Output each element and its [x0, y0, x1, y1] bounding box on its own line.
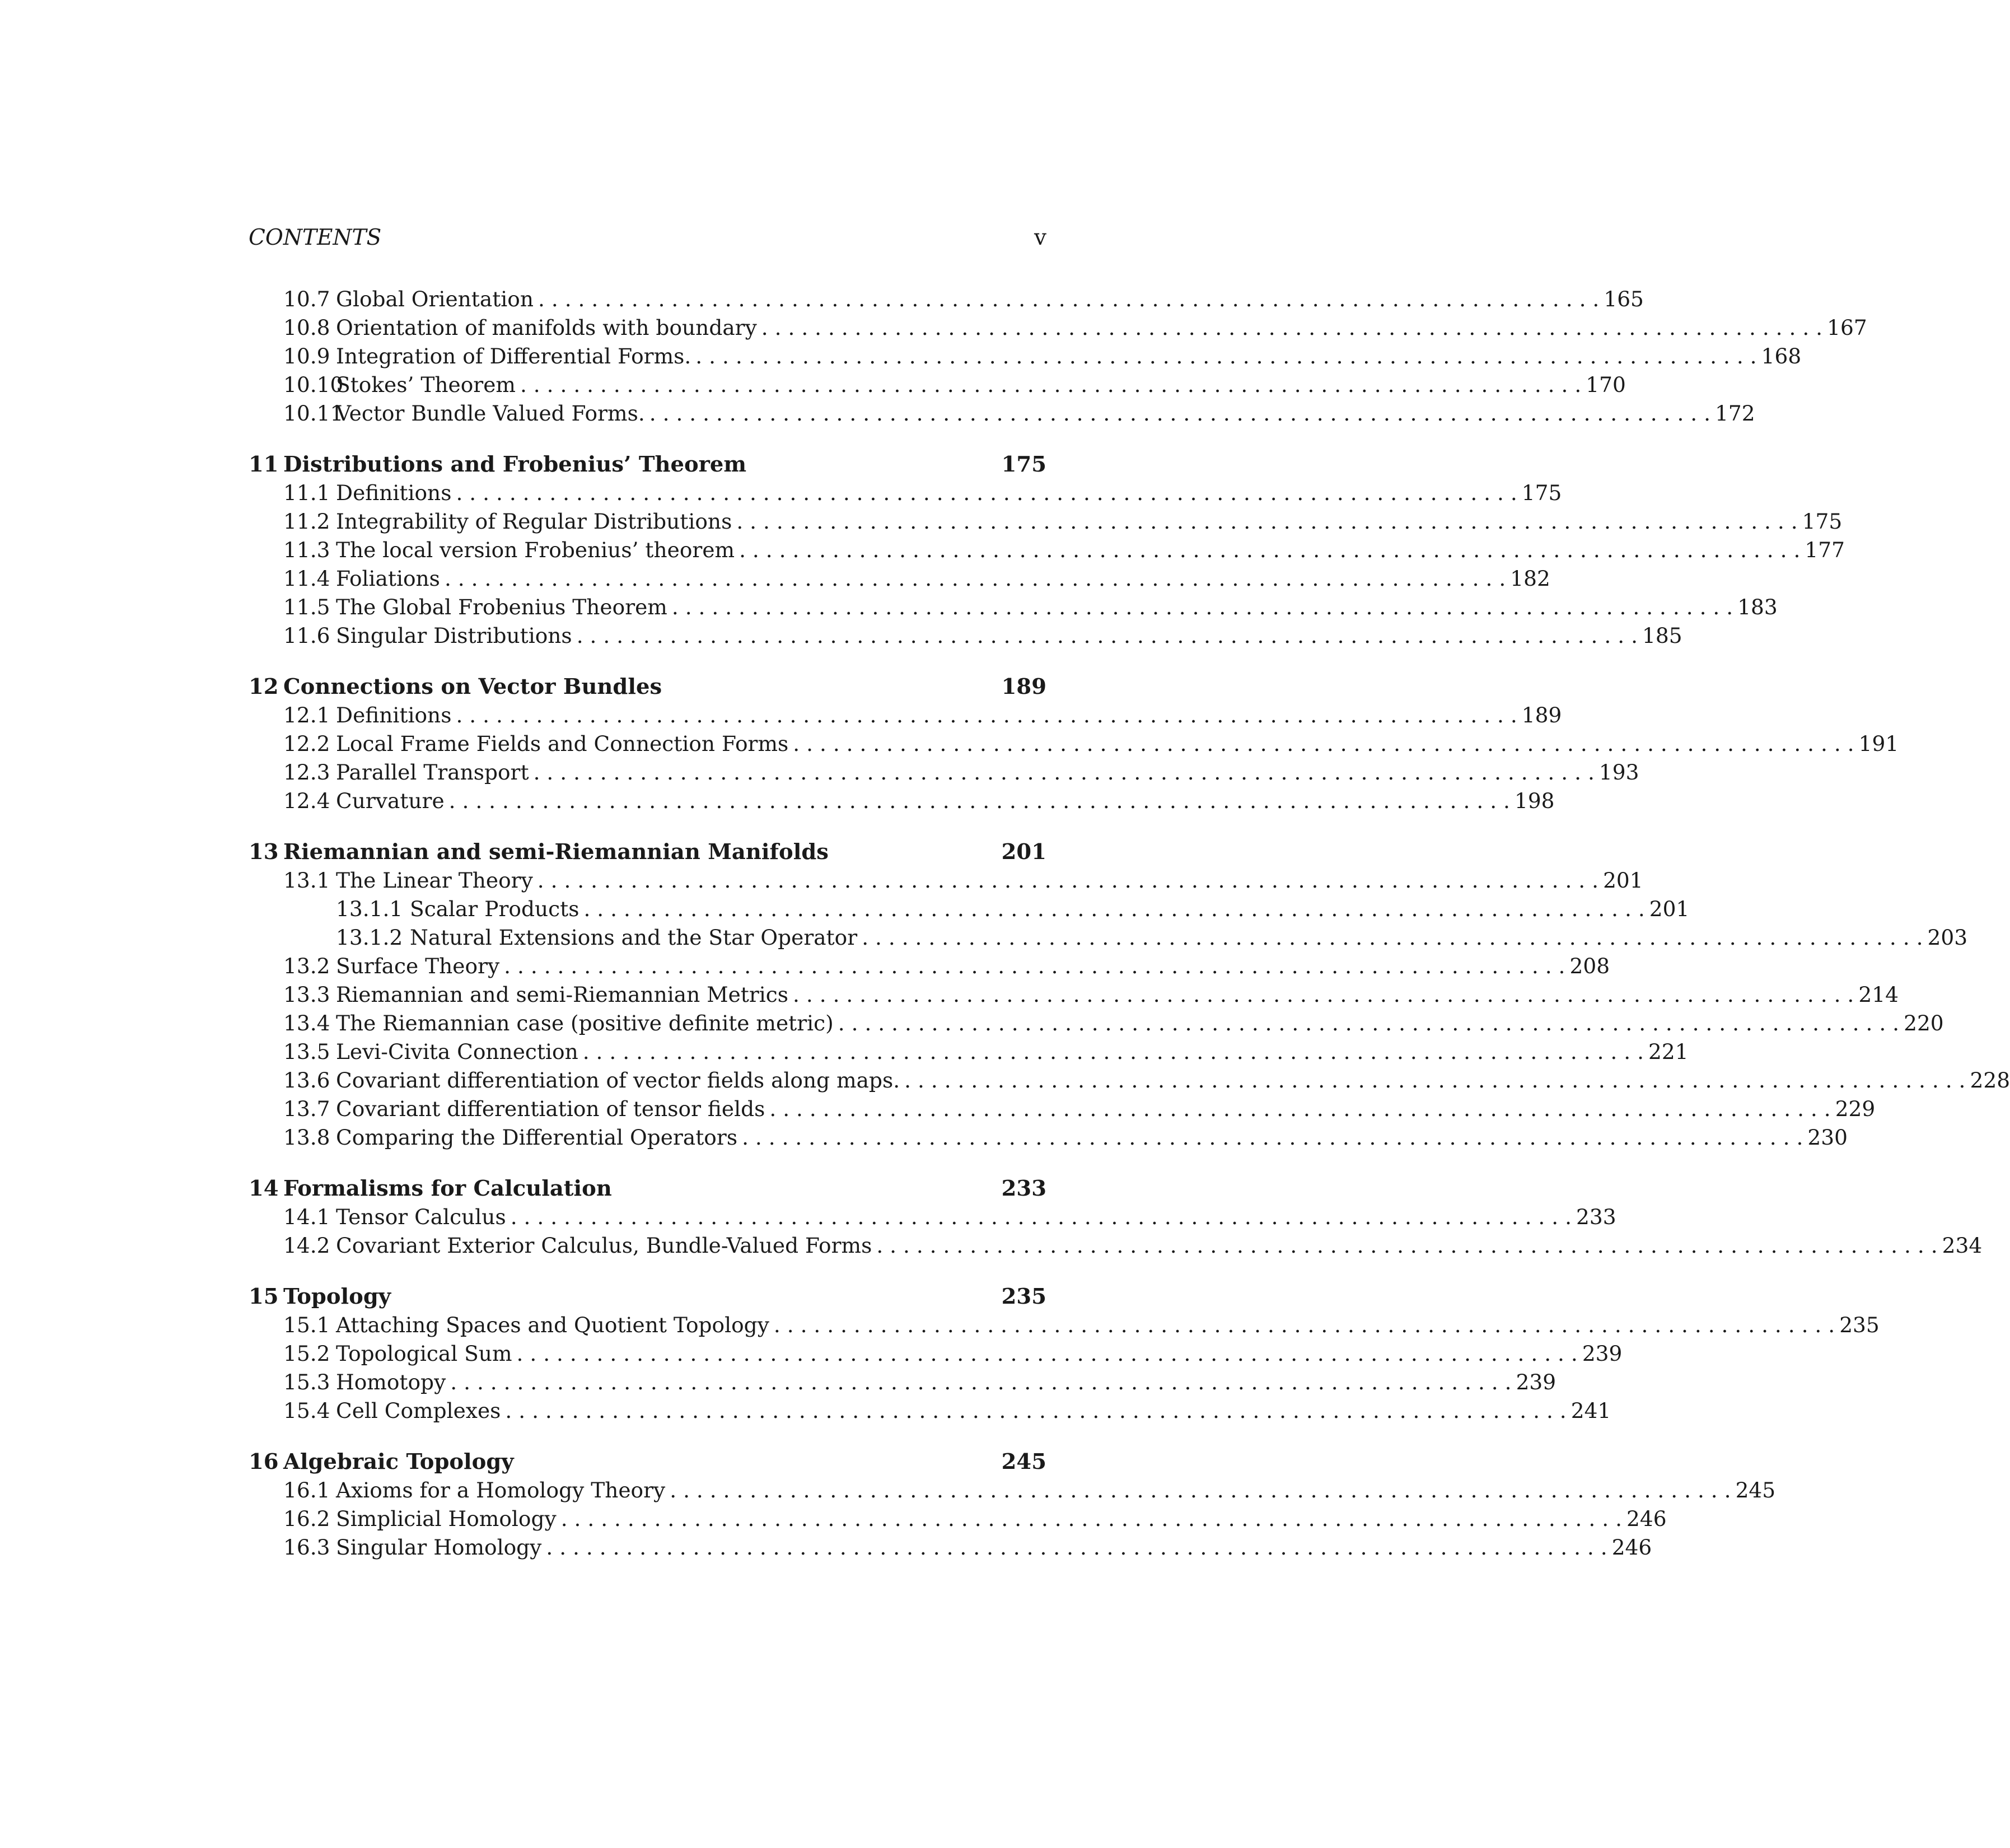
toc-section-entry[interactable]	[249, 479, 1562, 507]
section-number: 10.8	[283, 315, 330, 340]
chapter-page: 235	[1001, 1284, 1046, 1309]
section-page: 239	[1516, 1370, 1556, 1394]
toc-section-entry[interactable]	[249, 1038, 1689, 1066]
section-page: 208	[1569, 954, 1610, 978]
toc-section-entry[interactable]	[249, 1231, 1983, 1260]
toc-section-entry[interactable]	[249, 952, 1610, 981]
dot-leader: . . . . . . . . . . . . . . . . . . . . . . . . . . . . . . . . . . . . . . . . . . . . . . . . . . . . . . . . . . . . . . . . . . . . . . . . . . . . . . . .	[793, 982, 1854, 1007]
toc-section-entry[interactable]	[249, 371, 1626, 399]
section-title: Covariant Exterior Calculus, Bundle-Valued Forms	[336, 1233, 872, 1258]
section-page: 177	[1805, 538, 1845, 562]
dot-leader: . . . . . . . . . . . . . . . . . . . . . . . . . . . . . . . . . . . . . . . . . . . . . . . . . . . . . . . . . . . . . . . . . . . . . . . . . . . . . . . .	[450, 1370, 1512, 1394]
section-number: 11.5	[283, 595, 330, 619]
toc-section-entry[interactable]	[249, 1505, 1667, 1533]
toc-section-entry[interactable]	[249, 593, 1778, 622]
chapter-page: 245	[1001, 1449, 1046, 1474]
toc-subsection-entry[interactable]	[249, 895, 1690, 923]
section-title: Riemannian and semi-Riemannian Metrics	[336, 982, 789, 1007]
section-number: 13.1.2	[336, 925, 403, 950]
dot-leader: . . . . . . . . . . . . . . . . . . . . . . . . . . . . . . . . . . . . . . . . . . . . . . . . . . . . . . . . . . . . . . . . . . . . . . . . . . . . . . . .	[533, 760, 1595, 785]
chapter-page: 233	[1001, 1176, 1046, 1201]
section-page: 193	[1598, 760, 1639, 785]
section-number: 13.1.1	[336, 897, 403, 921]
dot-leader: . . . . . . . . . . . . . . . . . . . . . . . . . . . . . . . . . . . . . . . . . . . . . . . . . . . . . . . . . . . . . . . . . . . . . . . . . . . . . . . .	[505, 1398, 1567, 1423]
chapter-page: 189	[1001, 674, 1046, 699]
section-number: 10.11	[283, 401, 344, 426]
chapter-number: 16	[249, 1449, 279, 1474]
toc-chapter-heading[interactable]	[249, 673, 1046, 701]
toc-section-entry[interactable]	[249, 342, 1802, 371]
dot-leader: . . . . . . . . . . . . . . . . . . . . . . . . . . . . . . . . . . . . . . . . . . . . . . . . . . . . . . . . . . . . . . . . . . . . . . . . . . . . . . . .	[742, 1125, 1803, 1150]
section-number: 11.3	[283, 538, 330, 562]
toc-chapter-heading[interactable]	[249, 1282, 1046, 1311]
toc-chapter-block	[249, 285, 1867, 428]
section-title: Integration of Differential Forms.	[336, 344, 691, 368]
toc-section-entry[interactable]	[249, 1476, 1776, 1505]
dot-leader: . . . . . . . . . . . . . . . . . . . . . . . . . . . . . . . . . . . . . . . . . . . . . . . . . . . . . . . . . . . . . . . . . . . . . . . . . . . . . . . .	[516, 1341, 1578, 1366]
section-number: 16.1	[283, 1478, 330, 1502]
dot-leader: . . . . . . . . . . . . . . . . . . . . . . . . . . . . . . . . . . . . . . . . . . . . . . . . . . . . . . . . . . . . . . . . . . . . . . . . . . . . . . . .	[773, 1313, 1835, 1337]
toc-section-entry[interactable]	[249, 1095, 1876, 1123]
chapter-title: Connections on Vector Bundles	[283, 674, 662, 699]
toc-section-entry[interactable]	[249, 314, 1867, 342]
section-number: 12.2	[283, 731, 330, 756]
section-title: Comparing the Differential Operators	[336, 1125, 738, 1150]
chapter-number: 12	[249, 674, 279, 699]
section-page: 214	[1858, 982, 1899, 1007]
section-page: 246	[1611, 1535, 1652, 1560]
running-header-title: CONTENTS	[249, 225, 382, 250]
section-title: The Linear Theory	[336, 868, 533, 893]
dot-leader: . . . . . . . . . . . . . . . . . . . . . . . . . . . . . . . . . . . . . . . . . . . . . . . . . . . . . . . . . . . . . . . . . . . . . . . . . . . . . . . .	[504, 954, 1565, 978]
section-number: 12.3	[283, 760, 330, 785]
toc-section-entry[interactable]	[249, 1340, 1623, 1368]
dot-leader: . . . . . . . . . . . . . . . . . . . . . . . . . . . . . . . . . . . . . . . . . . . . . . . . . . . . . . . . . . . . . . . . . . . . . . . . . . . . . . . .	[671, 595, 1733, 619]
dot-leader: . . . . . . . . . . . . . . . . . . . . . . . . . . . . . . . . . . . . . . . . . . . . . . . . . . . . . . . . . . . . . . . . . . . . . . . . . . . . . . . .	[670, 1478, 1731, 1502]
section-number: 11.4	[283, 566, 330, 591]
dot-leader: . . . . . . . . . . . . . . . . . . . . . . . . . . . . . . . . . . . . . . . . . . . . . . . . . . . . . . . . . . . . . . . . . . . . . . . . . . . . . . . .	[510, 1205, 1572, 1229]
toc-section-entry[interactable]	[249, 1203, 1616, 1231]
section-number: 10.9	[283, 344, 330, 368]
section-number: 15.3	[283, 1370, 330, 1394]
dot-leader: . . . . . . . . . . . . . . . . . . . . . . . . . . . . . . . . . . . . . . . . . . . . . . . . . . . . . . . . . . . . . . . . . . . . . . . . . . . . . . . .	[862, 925, 1923, 950]
toc-section-entry[interactable]	[249, 285, 1644, 314]
dot-leader: . . . . . . . . . . . . . . . . . . . . . . . . . . . . . . . . . . . . . . . . . . . . . . . . . . . . . . . . . . . . . . . . . . . . . . . . . . . . . . . .	[876, 1233, 1938, 1258]
section-page: 246	[1626, 1506, 1667, 1531]
section-page: 170	[1586, 372, 1626, 397]
toc-section-entry[interactable]	[249, 564, 1550, 593]
dot-leader: . . . . . . . . . . . . . . . . . . . . . . . . . . . . . . . . . . . . . . . . . . . . . . . . . . . . . . . . . . . . . . . . . . . . . . . . . . . . . . . .	[546, 1535, 1607, 1560]
toc-section-entry[interactable]	[249, 622, 1682, 650]
section-page: 189	[1521, 703, 1562, 727]
dot-leader: . . . . . . . . . . . . . . . . . . . . . . . . . . . . . . . . . . . . . . . . . . . . . . . . . . . . . . . . . . . . . . . . . . . . . . . . . . . . . . . .	[769, 1096, 1831, 1121]
toc-section-entry[interactable]	[249, 507, 1843, 536]
toc-section-entry[interactable]	[249, 1066, 2010, 1095]
section-title: Tensor Calculus	[336, 1205, 506, 1229]
toc-chapter-block	[249, 1282, 1880, 1425]
chapter-title: Formalisms for Calculation	[283, 1176, 612, 1201]
section-title: Natural Extensions and the Star Operator	[410, 925, 858, 950]
section-page: 198	[1514, 788, 1555, 813]
section-page: 165	[1604, 287, 1644, 311]
section-title: Covariant differentiation of tensor fields	[336, 1096, 765, 1121]
section-title: Cell Complexes	[336, 1398, 501, 1423]
table-of-contents	[249, 285, 2010, 1562]
dot-leader: . . . . . . . . . . . . . . . . . . . . . . . . . . . . . . . . . . . . . . . . . . . . . . . . . . . . . . . . . . . . . . . . . . . . . . . . . . . . . . . .	[444, 566, 1506, 591]
section-number: 13.8	[283, 1125, 330, 1150]
section-page: 233	[1576, 1205, 1616, 1229]
toc-chapter-block	[249, 673, 1899, 815]
section-title: Surface Theory	[336, 954, 500, 978]
dot-leader: . . . . . . . . . . . . . . . . . . . . . . . . . . . . . . . . . . . . . . . . . . . . . . . . . . . . . . . . . . . . . . . . . . . . . . . . . . . . . . . .	[456, 703, 1517, 727]
dot-leader: . . . . . . . . . . . . . . . . . . . . . . . . . . . . . . . . . . . . . . . . . . . . . . . . . . . . . . . . . . . . . . . . . . . . . . . . . . . . . . . .	[695, 344, 1757, 368]
section-number: 13.5	[283, 1039, 330, 1064]
toc-section-entry[interactable]	[249, 758, 1639, 787]
section-number: 13.3	[283, 982, 330, 1007]
toc-chapter-heading[interactable]	[249, 838, 1046, 866]
section-page: 229	[1835, 1096, 1876, 1121]
section-title: Definitions	[336, 703, 452, 727]
chapter-title: Algebraic Topology	[283, 1449, 514, 1474]
dot-leader: . . . . . . . . . . . . . . . . . . . . . . . . . . . . . . . . . . . . . . . . . . . . . . . . . . . . . . . . . . . . . . . . . . . . . . . . . . . . . . . .	[456, 480, 1517, 505]
section-title: Singular Homology	[336, 1535, 542, 1560]
dot-leader: . . . . . . . . . . . . . . . . . . . . . . . . . . . . . . . . . . . . . . . . . . . . . . . . . . . . . . . . . . . . . . . . . . . . . . . . . . . . . . . .	[649, 401, 1711, 426]
chapter-number: 11	[249, 452, 279, 477]
dot-leader: . . . . . . . . . . . . . . . . . . . . . . . . . . . . . . . . . . . . . . . . . . . . . . . . . . . . . . . . . . . . . . . . . . . . . . . . . . . . . . . .	[560, 1506, 1622, 1531]
section-number: 12.4	[283, 788, 330, 813]
dot-leader: . . . . . . . . . . . . . . . . . . . . . . . . . . . . . . . . . . . . . . . . . . . . . . . . . . . . . . . . . . . . . . . . . . . . . . . . . . . . . . . .	[448, 788, 1510, 813]
section-page: 203	[1927, 925, 1968, 950]
section-number: 11.2	[283, 509, 330, 534]
toc-chapter-heading[interactable]	[249, 1448, 1046, 1476]
toc-chapter-block	[249, 1448, 1776, 1562]
section-number: 14.2	[283, 1233, 330, 1258]
section-title: Curvature	[336, 788, 445, 813]
running-header	[249, 221, 1046, 255]
document-page	[249, 221, 2010, 1584]
toc-section-entry[interactable]	[249, 701, 1562, 730]
chapter-title: Distributions and Frobenius’ Theorem	[283, 452, 747, 477]
section-number: 11.1	[283, 480, 330, 505]
section-title: Scalar Products	[410, 897, 579, 921]
toc-section-entry[interactable]	[249, 1397, 1611, 1425]
section-number: 13.4	[283, 1011, 330, 1035]
section-page: 175	[1802, 509, 1843, 534]
section-number: 15.2	[283, 1341, 330, 1366]
section-number: 13.1	[283, 868, 330, 893]
section-number: 13.6	[283, 1068, 330, 1093]
section-title: Stokes’ Theorem	[336, 372, 516, 397]
toc-chapter-block	[249, 450, 1845, 650]
dot-leader: . . . . . . . . . . . . . . . . . . . . . . . . . . . . . . . . . . . . . . . . . . . . . . . . . . . . . . . . . . . . . . . . . . . . . . . . . . . . . . . .	[904, 1068, 1966, 1093]
section-page: 201	[1603, 868, 1643, 893]
section-number: 10.10	[283, 372, 344, 397]
section-title: The Riemannian case (positive definite metric)	[336, 1011, 834, 1035]
toc-section-entry[interactable]	[249, 1368, 1556, 1397]
toc-chapter-block	[249, 838, 2010, 1152]
section-title: Attaching Spaces and Quotient Topology	[336, 1313, 769, 1337]
section-title: Definitions	[336, 480, 452, 505]
section-number: 16.3	[283, 1535, 330, 1560]
section-title: Covariant differentiation of vector fields along maps.	[336, 1068, 900, 1093]
section-number: 14.1	[283, 1205, 330, 1229]
toc-section-entry[interactable]	[249, 536, 1845, 564]
dot-leader: . . . . . . . . . . . . . . . . . . . . . . . . . . . . . . . . . . . . . . . . . . . . . . . . . . . . . . . . . . . . . . . . . . . . . . . . . . . . . . . .	[838, 1011, 1900, 1035]
section-title: Axioms for a Homology Theory	[336, 1478, 666, 1502]
section-title: Global Orientation	[336, 287, 534, 311]
section-title: Parallel Transport	[336, 760, 529, 785]
dot-leader: . . . . . . . . . . . . . . . . . . . . . . . . . . . . . . . . . . . . . . . . . . . . . . . . . . . . . . . . . . . . . . . . . . . . . . . . . . . . . . . .	[736, 509, 1798, 534]
section-title: Foliations	[336, 566, 440, 591]
toc-section-entry[interactable]	[249, 1311, 1880, 1340]
section-page: 191	[1858, 731, 1899, 756]
section-page: 228	[1970, 1068, 2010, 1093]
chapter-number: 13	[249, 839, 279, 865]
section-page: 175	[1521, 480, 1562, 505]
section-title: Integrability of Regular Distributions	[336, 509, 732, 534]
section-page: 241	[1570, 1398, 1611, 1423]
dot-leader: . . . . . . . . . . . . . . . . . . . . . . . . . . . . . . . . . . . . . . . . . . . . . . . . . . . . . . . . . . . . . . . . . . . . . . . . . . . . . . . .	[583, 897, 1645, 921]
chapter-page: 175	[1001, 452, 1046, 477]
section-page: 245	[1735, 1478, 1776, 1502]
section-number: 13.2	[283, 954, 330, 978]
section-title: Orientation of manifolds with boundary	[336, 315, 757, 340]
toc-chapter-heading[interactable]	[249, 450, 1046, 479]
dot-leader: . . . . . . . . . . . . . . . . . . . . . . . . . . . . . . . . . . . . . . . . . . . . . . . . . . . . . . . . . . . . . . . . . . . . . . . . . . . . . . . .	[537, 868, 1599, 893]
dot-leader: . . . . . . . . . . . . . . . . . . . . . . . . . . . . . . . . . . . . . . . . . . . . . . . . . . . . . . . . . . . . . . . . . . . . . . . . . . . . . . . .	[538, 287, 1600, 311]
section-page: 183	[1737, 595, 1778, 619]
toc-section-entry[interactable]	[249, 866, 1643, 895]
toc-subsection-entry[interactable]	[249, 923, 1968, 952]
toc-chapter-block	[249, 1174, 1983, 1260]
dot-leader: . . . . . . . . . . . . . . . . . . . . . . . . . . . . . . . . . . . . . . . . . . . . . . . . . . . . . . . . . . . . . . . . . . . . . . . . . . . . . . . .	[520, 372, 1582, 397]
section-page: 167	[1827, 315, 1867, 340]
section-number: 16.2	[283, 1506, 330, 1531]
section-number: 13.7	[283, 1096, 330, 1121]
section-title: Topological Sum	[336, 1341, 512, 1366]
section-number: 12.1	[283, 703, 330, 727]
toc-section-entry[interactable]	[249, 981, 1899, 1009]
toc-section-entry[interactable]	[249, 730, 1899, 758]
section-page: 185	[1642, 623, 1682, 648]
section-page: 221	[1648, 1039, 1689, 1064]
section-title: Simplicial Homology	[336, 1506, 557, 1531]
section-page: 172	[1715, 401, 1755, 426]
toc-section-entry[interactable]	[249, 787, 1555, 815]
section-number: 10.7	[283, 287, 330, 311]
section-title: The Global Frobenius Theorem	[336, 595, 667, 619]
toc-section-entry[interactable]	[249, 1009, 1944, 1038]
chapter-number: 14	[249, 1176, 279, 1201]
section-title: Levi-Civita Connection	[336, 1039, 578, 1064]
section-page: 182	[1510, 566, 1550, 591]
section-page: 168	[1761, 344, 1802, 368]
section-title: Local Frame Fields and Connection Forms	[336, 731, 789, 756]
section-title: Singular Distributions	[336, 623, 572, 648]
toc-section-entry[interactable]	[249, 1533, 1652, 1562]
section-page: 230	[1807, 1125, 1848, 1150]
page-number: v	[1034, 225, 1046, 250]
section-page: 220	[1904, 1011, 1944, 1035]
section-page: 234	[1942, 1233, 1983, 1258]
section-title: Vector Bundle Valued Forms.	[336, 401, 645, 426]
dot-leader: . . . . . . . . . . . . . . . . . . . . . . . . . . . . . . . . . . . . . . . . . . . . . . . . . . . . . . . . . . . . . . . . . . . . . . . . . . . . . . . .	[576, 623, 1638, 648]
chapter-number: 15	[249, 1284, 279, 1309]
section-number: 15.4	[283, 1398, 330, 1423]
chapter-page: 201	[1001, 839, 1046, 865]
section-number: 11.6	[283, 623, 330, 648]
section-page: 235	[1839, 1313, 1880, 1337]
dot-leader: . . . . . . . . . . . . . . . . . . . . . . . . . . . . . . . . . . . . . . . . . . . . . . . . . . . . . . . . . . . . . . . . . . . . . . . . . . . . . . . .	[761, 315, 1823, 340]
dot-leader: . . . . . . . . . . . . . . . . . . . . . . . . . . . . . . . . . . . . . . . . . . . . . . . . . . . . . . . . . . . . . . . . . . . . . . . . . . . . . . . .	[739, 538, 1801, 562]
dot-leader: . . . . . . . . . . . . . . . . . . . . . . . . . . . . . . . . . . . . . . . . . . . . . . . . . . . . . . . . . . . . . . . . . . . . . . . . . . . . . . . .	[793, 731, 1854, 756]
toc-section-entry[interactable]	[249, 1123, 1848, 1152]
section-title: The local version Frobenius’ theorem	[336, 538, 735, 562]
section-page: 239	[1582, 1341, 1623, 1366]
section-number: 15.1	[283, 1313, 330, 1337]
toc-section-entry[interactable]	[249, 399, 1755, 428]
section-page: 201	[1649, 897, 1690, 921]
section-title: Homotopy	[336, 1370, 446, 1394]
chapter-title: Riemannian and semi-Riemannian Manifolds	[283, 839, 829, 865]
chapter-title: Topology	[283, 1284, 391, 1309]
toc-chapter-heading[interactable]	[249, 1174, 1046, 1203]
dot-leader: . . . . . . . . . . . . . . . . . . . . . . . . . . . . . . . . . . . . . . . . . . . . . . . . . . . . . . . . . . . . . . . . . . . . . . . . . . . . . . . .	[582, 1039, 1644, 1064]
